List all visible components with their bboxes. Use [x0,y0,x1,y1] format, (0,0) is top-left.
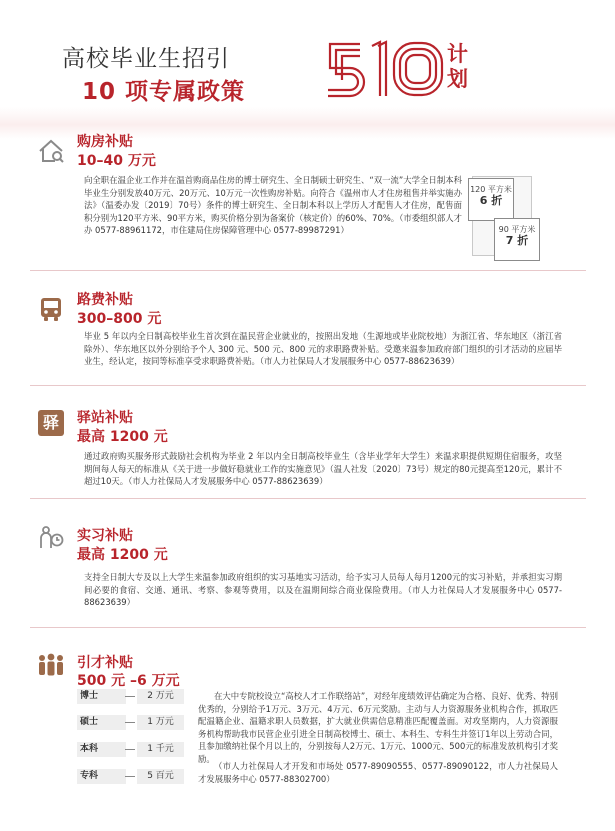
section-text-travel: 毕业 5 年以内全日制高校毕业生首次到在温民营企业就业的，按照出发地（生源地或毕业院校地）为浙江省、华东地区（浙江省除外）、华东地区以外分别给予个人 300 元、500 元、800 元的求职路费补贴。受邀来温参加政府部门组织的引才活动的应届毕业生，经认定，按同等标准享受求职路费补贴。（市人力社保局人才发展服务中心 0577-88623639） [84,331,562,367]
station-icon: 驿 [38,410,64,436]
level-label: 专科 [77,769,126,784]
level-value: 1 千元 [137,742,184,757]
level-value: 2 万元 [137,689,184,704]
table-row [77,689,184,704]
level-value: 5 百元 [137,769,184,784]
header-title: 高校毕业生招引 [62,46,230,72]
divider [30,385,586,386]
section-title-recruit: 引才补贴 [77,655,133,671]
section-note-recruit: （市人力社保局人才开发和市场处 0577-89090555、0577-89090122，市人力社保局人才发展服务中心 0577-88302700） [198,761,558,784]
section-text-housing: 向全职在温企业工作并在温首购商品住房的博士研究生、全日制硕士研究生、“双一流”大学全日制本科毕业生分别发放40万元、20万元、10万元一次性购房补贴。向符合《温州市人才住房租售并举实施办法》（温委办发〔2019〕70号）条件的博士研究生、全日制本科以上学历人才配售人才住房，配售面积分别为120平方米、90平方米，购买价格分别为备案价（核定价）的60%、70%。（市委组织部人才办 0577-88961172，市住建局住房保障管理中心 0577-89987291） [84,175,462,236]
divider [30,627,586,628]
table-row [77,742,184,757]
logo-side-char-1: 计 [447,42,468,66]
area-tag-120-area: 120 平方米 [470,185,512,194]
area-tag-90 [494,218,540,261]
level-label: 本科 [77,742,126,757]
level-label: 博士 [77,689,126,704]
area-tag-120 [468,178,514,221]
level-value: 1 万元 [137,715,184,730]
intern-clock-icon [38,524,64,550]
logo-side-char-2: 划 [447,67,468,91]
section-amount-travel: 300–800 元 [77,311,162,327]
section-text-station: 通过政府购买服务形式鼓励社会机构为毕业 2 年以内全日制高校毕业生（含毕业学年大学生）来温求职提供短期住宿服务，攻坚期间每人每天的标准从《关于进一步做好稳就业工作的实施意见》（温人社发〔2020〕73号）规定的80元提高至120元，累计不超过10天。（市人力社保局人才发展服务中心 0577-88623639） [84,451,562,487]
section-title-housing: 购房补贴 [77,134,133,150]
divider [30,498,586,499]
section-amount-station: 最高 1200 元 [77,429,168,445]
section-amount-internship: 最高 1200 元 [77,547,168,563]
510-logo [320,38,448,106]
table-row [77,769,184,784]
section-amount-recruit: 500 元 –6 万元 [77,673,180,689]
logo-side-text [447,42,468,92]
section-title-internship: 实习补贴 [77,528,133,544]
level-label: 硕士 [77,715,126,730]
divider [30,270,586,271]
section-title-station: 驿站补贴 [77,410,133,426]
bus-icon [38,296,64,322]
talent-group-icon [36,652,66,678]
house-icon [38,138,64,164]
header-subtitle: 10 项专属政策 [82,79,246,105]
area-tag-90-area: 90 平方米 [498,225,536,234]
area-tag-90-discount: 7 折 [505,234,529,247]
section-text-recruit: 在大中专院校设立“高校人才工作联络站”，对经年度绩效评估确定为合格、良好、优秀、特别优秀的，分别给予1万元、3万元、4万元、6万元奖励。主动与人力资源服务业机构合作，抓取匹配温籍企业、温籍求职人员数据，扩大就业供需信息精准匹配覆盖面。对攻坚期内，人力资源服务机构帮助我市民营企业引进全日制高校博士、硕士、本科生、专科生并签订1年以上劳动合同，且参加缴纳社保个月以上的，分别按每人2万元、1万元、1000元、500元的标准发放机构引才奖励。 [198,691,558,764]
section-text-internship: 支持全日制大专及以上大学生来温参加政府组织的实习基地实习活动，给予实习人员每人每月1200元的实习补贴，并承担实习期间必要的食宿、交通、通讯、考察、参观等费用，以及在温期间综合商业保险费用。（市人力社保局人才发展服务中心 0577-88623639） [84,572,562,608]
section-title-travel: 路费补贴 [77,292,133,308]
table-row [77,715,184,730]
section-amount-housing: 10–40 万元 [77,153,156,169]
area-tag-120-discount: 6 折 [479,194,503,207]
